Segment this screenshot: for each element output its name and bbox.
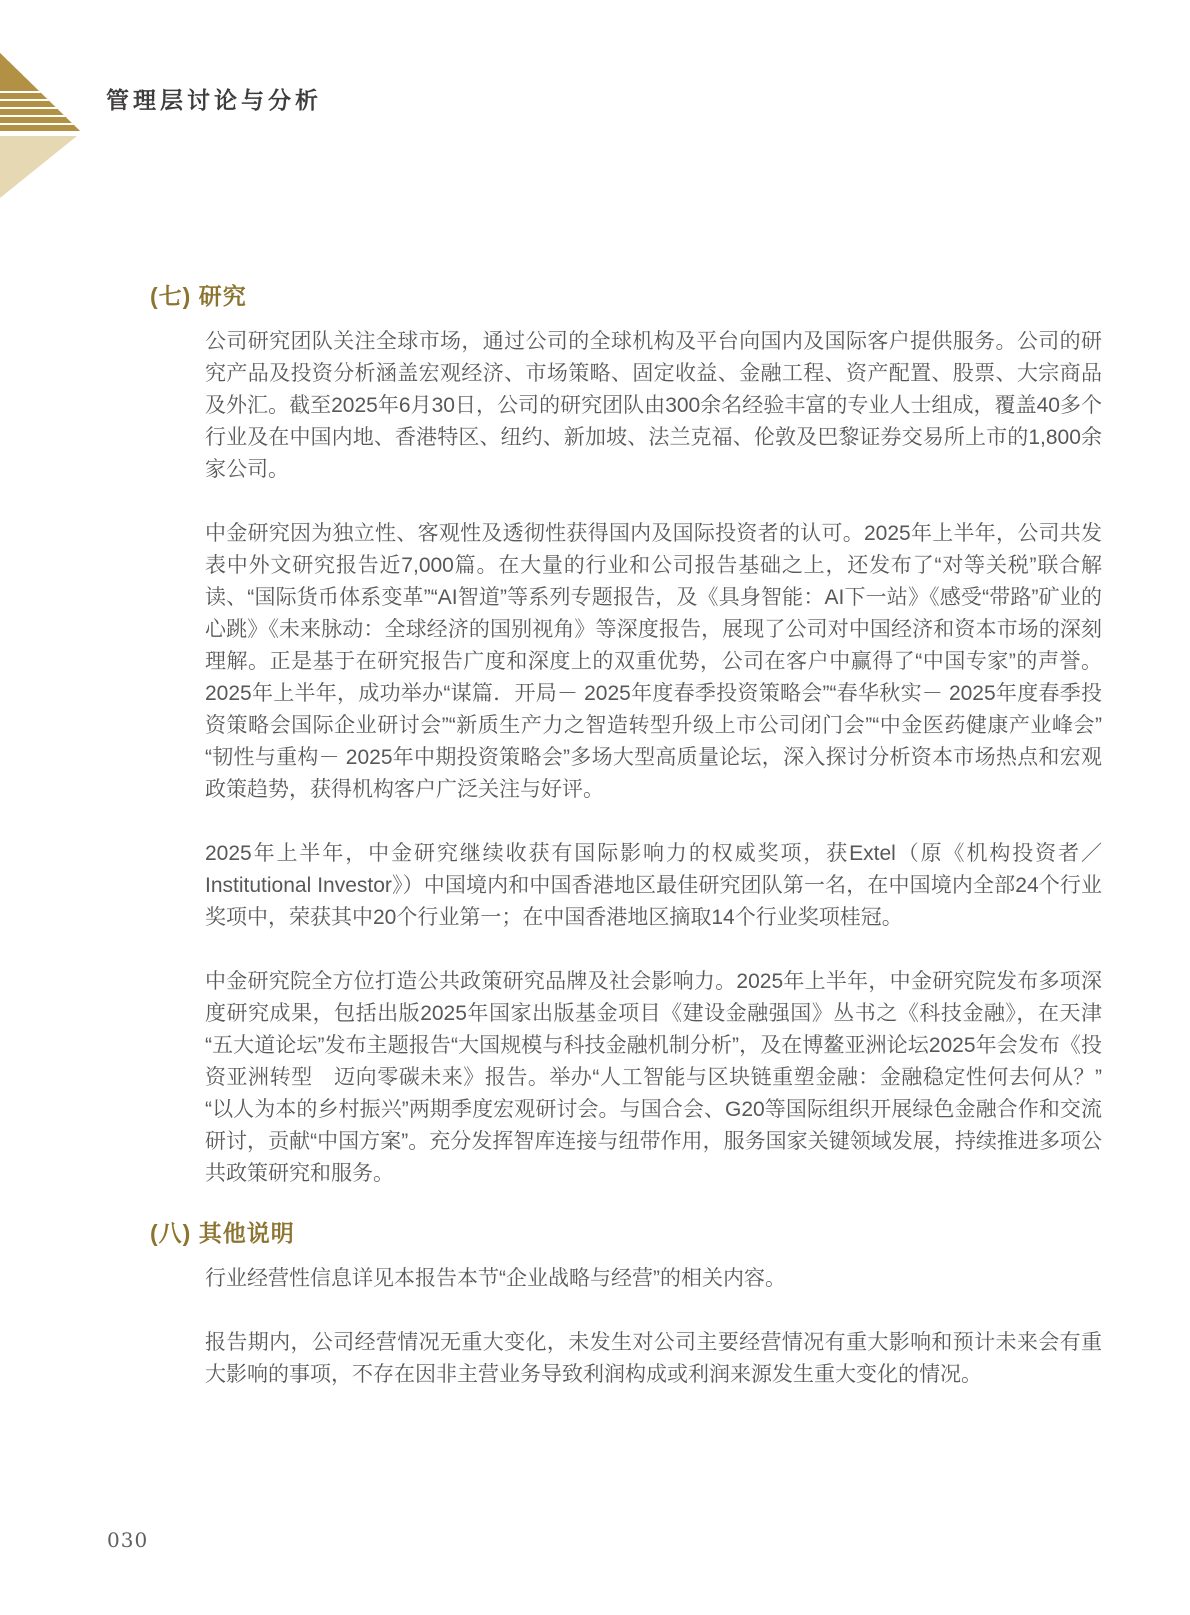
paragraph: 2025年上半年，中金研究继续收获有国际影响力的权威奖项，获Extel（原《机构投资者／Institutional Investor》）中国境内和中国香港地区最佳研究团队第一名，在中国境内全部24个行业奖项中，荣获其中20个行业第一；在中国香港地区摘取14个行业奖项桂冠。	[205, 842, 1102, 929]
paragraph: 中金研究院全方位打造公共政策研究品牌及社会影响力。2025年上半年，中金研究院发布多项深度研究成果，包括出版2025年国家出版基金项目《建设金融强国》丛书之《科技金融》，在天津“五大道论坛”发布主题报告“大国规模与科技金融机制分析”，及在博鳌亚洲论坛2025年会发布《投资亚洲转型 迈向零碳未来》报告。举办“人工智能与区块链重塑金融：金融稳定性何去何从？”“以人为本的乡村振兴”两期季度宏观研讨会。与国合会、G20等国际组织开展绿色金融合作和交流研讨，贡献“中国方案”。充分发挥智库连接与纽带作用，服务国家关键领域发展，持续推进多项公共政策研究和服务。	[205, 970, 1102, 1185]
paragraph: 公司研究团队关注全球市场，通过公司的全球机构及平台向国内及国际客户提供服务。公司的研究产品及投资分析涵盖宏观经济、市场策略、固定收益、金融工程、资产配置、股票、大宗商品及外汇。截至2025年6月30日，公司的研究团队由300余名经验丰富的专业人士组成，覆盖40多个行业及在中国内地、香港特区、纽约、新加坡、法兰克福、伦敦及巴黎证券交易所上市的1,800余家公司。	[205, 330, 1102, 481]
document-content	[150, 281, 1102, 1391]
section-heading: (七) 研究	[150, 283, 247, 309]
logo-striped-triangle-icon	[0, 53, 80, 131]
page-header-title: 管理层讨论与分析	[106, 87, 322, 114]
paragraph: 行业经营性信息详见本报告本节“企业战略与经营”的相关内容。	[205, 1267, 786, 1290]
page-number: 030	[107, 1528, 149, 1552]
section-heading: (八) 其他说明	[150, 1220, 295, 1246]
paragraph: 中金研究因为独立性、客观性及透彻性获得国内及国际投资者的认可。2025年上半年，公司共发表中外文研究报告近7,000篇。在大量的行业和公司报告基础之上，还发布了“对等关税”联合解读、“国际货币体系变革”“AI智道”等系列专题报告，及《具身智能：AI下一站》《感受“带路”矿业的心跳》《未来脉动：全球经济的国别视角》等深度报告，展现了公司对中国经济和资本市场的深刻理解。正是基于在研究报告广度和深度上的双重优势，公司在客户中赢得了“中国专家”的声誉。2025年上半年，成功举办“谋篇．开局－ 2025年度春季投资策略会”“春华秋实－ 2025年度春季投资策略会国际企业研讨会”“新质生产力之智造转型升级上市公司闭门会”“中金医药健康产业峰会”“韧性与重构－ 2025年中期投资策略会”多场大型高质量论坛，深入探讨分析资本市场热点和宏观政策趋势，获得机构客户广泛关注与好评。	[205, 522, 1102, 801]
section-1	[150, 281, 1102, 1190]
paragraph: 报告期内，公司经营情况无重大变化，未发生对公司主要经营情况有重大影响和预计未来会有重大影响的事项，不存在因非主营业务导致利润构成或利润来源发生重大变化的情况。	[205, 1331, 1102, 1386]
logo-light-triangle-icon	[0, 136, 77, 198]
section-2	[150, 1218, 1102, 1391]
